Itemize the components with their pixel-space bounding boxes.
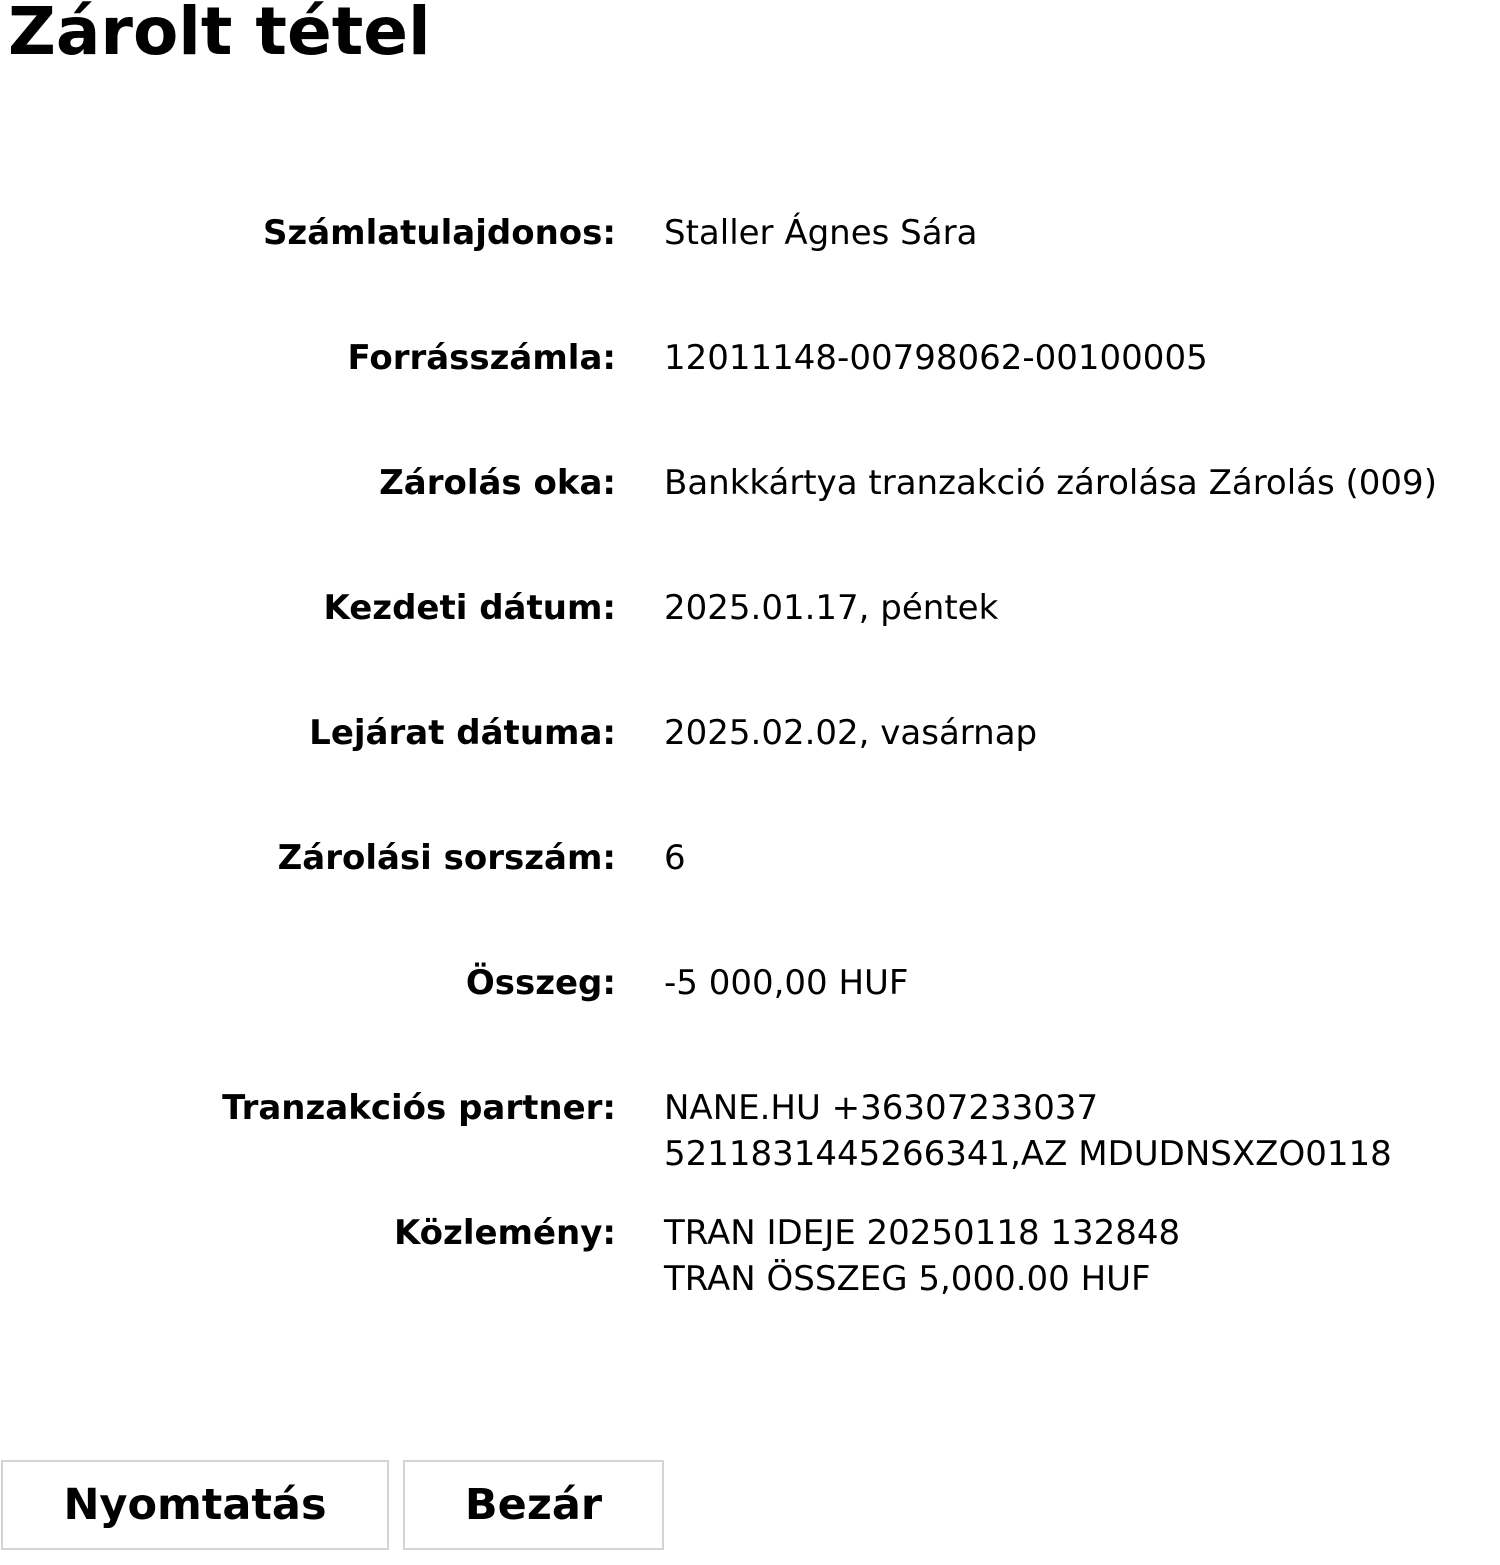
block-number-value: 6 [664,838,686,878]
block-reason-label: Zárolás oka: [379,463,616,503]
expiry-date-value: 2025.02.02, vasárnap [664,713,1038,753]
amount-label: Összeg: [465,963,616,1003]
account-holder-value: Staller Ágnes Sára [664,213,978,253]
note-label: Közlemény: [393,1213,616,1253]
start-date-label: Kezdeti dátum: [323,588,616,628]
partner-value-line: NANE.HU +36307233037 [664,1088,1099,1128]
note-value-line: TRAN IDEJE 20250118 132848 [664,1213,1181,1253]
close-button[interactable]: Bezár [403,1460,664,1550]
print-button[interactable]: Nyomtatás [1,1460,389,1550]
source-account-value: 12011148-00798062-00100005 [664,338,1208,378]
expiry-date-label: Lejárat dátuma: [309,713,616,753]
page-title: Zárolt tétel [8,0,431,70]
block-number-label: Zárolási sorszám: [277,838,616,878]
partner-label: Tranzakciós partner: [222,1088,616,1128]
note-value-line: TRAN ÖSSZEG 5,000.00 HUF [664,1259,1151,1299]
amount-value: -5 000,00 HUF [664,963,909,1003]
partner-value [664,1085,1392,1177]
start-date-value: 2025.01.17, péntek [664,588,999,628]
source-account-label: Forrásszámla: [347,338,616,378]
account-holder-label: Számlatulajdonos: [262,213,616,253]
partner-value-line: 5211831445266341,AZ MDUDNSXZO0118 [664,1134,1392,1174]
note-value [664,1210,1180,1302]
block-reason-value: Bankkártya tranzakció zárolása Zárolás (009) [664,463,1437,503]
